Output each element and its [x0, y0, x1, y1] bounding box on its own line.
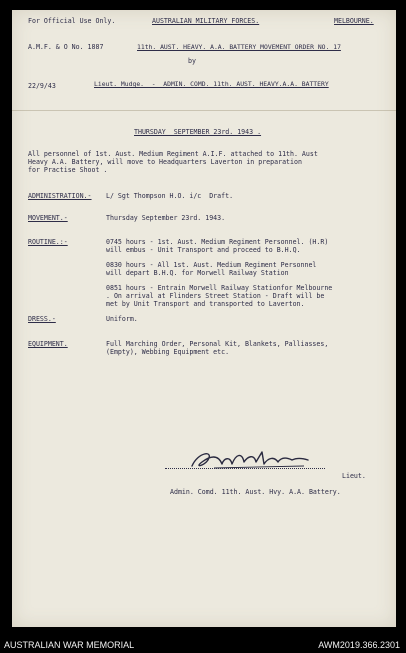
- routine-line: 0830 hours - All 1st. Aust. Medium Regiment Personnel: [106, 261, 317, 269]
- intro-line: All personnel of 1st. Aust. Medium Regiment A.I.F. attached to 11th. Aust: [28, 150, 318, 158]
- reference-number: A.M.F. & O No. 1887: [28, 43, 104, 51]
- admin-text: L/ Sgt Thompson H.O. i/c Draft.: [106, 192, 234, 200]
- equipment-label: EQUIPMENT.: [28, 340, 68, 348]
- movement-text: Thursday September 23rd. 1943.: [106, 214, 226, 222]
- footer-institution: AUSTRALIAN WAR MEMORIAL: [4, 640, 135, 650]
- routine-label: ROUTINE.:-: [28, 238, 68, 246]
- signature-rank: Lieut.: [342, 472, 366, 480]
- routine-line: will embus - Unit Transport and proceed to B.H.Q.: [106, 246, 301, 254]
- routine-line: [106, 254, 332, 261]
- routine-line: 0851 hours - Entrain Morwell Railway Stationfor Melbourne: [106, 284, 333, 292]
- issuing-officer: Lieut. Mudge. - ADMIN. COMD. 11th. AUST. HEAVY.A.A. BATTERY: [94, 80, 329, 88]
- routine-line: will depart B.H.Q. for Morwell Railway Station: [106, 269, 289, 277]
- location: MELBOURNE.: [334, 17, 374, 25]
- day-heading: THURSDAY SEPTEMBER 23rd. 1943 .: [134, 128, 262, 136]
- order-title: 11th. AUST. HEAVY. A.A. BATTERY MOVEMENT ORDER NO. 17: [137, 43, 341, 51]
- org-title: AUSTRALIAN MILITARY FORCES.: [152, 17, 260, 25]
- routine-line: [106, 277, 332, 284]
- routine-line: 0745 hours - 1st. Aust. Medium Regiment Personnel. (H.R): [106, 238, 329, 246]
- footer-accession-number: AWM2019.366.2301: [318, 640, 400, 650]
- dress-text: Uniform.: [106, 315, 138, 323]
- movement-label: MOVEMENT.-: [28, 214, 68, 222]
- document-page: [12, 10, 396, 627]
- dress-label: DRESS.-: [28, 315, 56, 323]
- equipment-block: [106, 340, 328, 356]
- admin-label: ADMINISTRATION.-: [28, 192, 92, 200]
- signature-dotted-line: [165, 468, 325, 469]
- signature-title: Admin. Comd. 11th. Aust. Hvy. A.A. Battery.: [170, 488, 341, 496]
- fold-line: [12, 110, 396, 111]
- routine-block: [106, 238, 332, 308]
- equipment-line: Full Marching Order, Personal Kit, Blankets, Palliasses,: [106, 340, 329, 348]
- intro-line: Heavy A.A. Battery, will move to Headquarters Laverton in preparation: [28, 158, 302, 166]
- routine-line: met by Unit Transport and transported to Laverton.: [106, 300, 305, 308]
- routine-line: . On arrival at Flinders Street Station - Draft will be: [106, 292, 325, 300]
- intro-paragraph: [28, 150, 318, 174]
- order-date: 22/9/43: [28, 82, 56, 90]
- by-label: by: [188, 57, 196, 65]
- classification-label: For Official Use Only.: [28, 17, 116, 25]
- equipment-line: (Empty), Webbing Equipment etc.: [106, 348, 230, 356]
- intro-line: for Practise Shoot .: [28, 166, 108, 174]
